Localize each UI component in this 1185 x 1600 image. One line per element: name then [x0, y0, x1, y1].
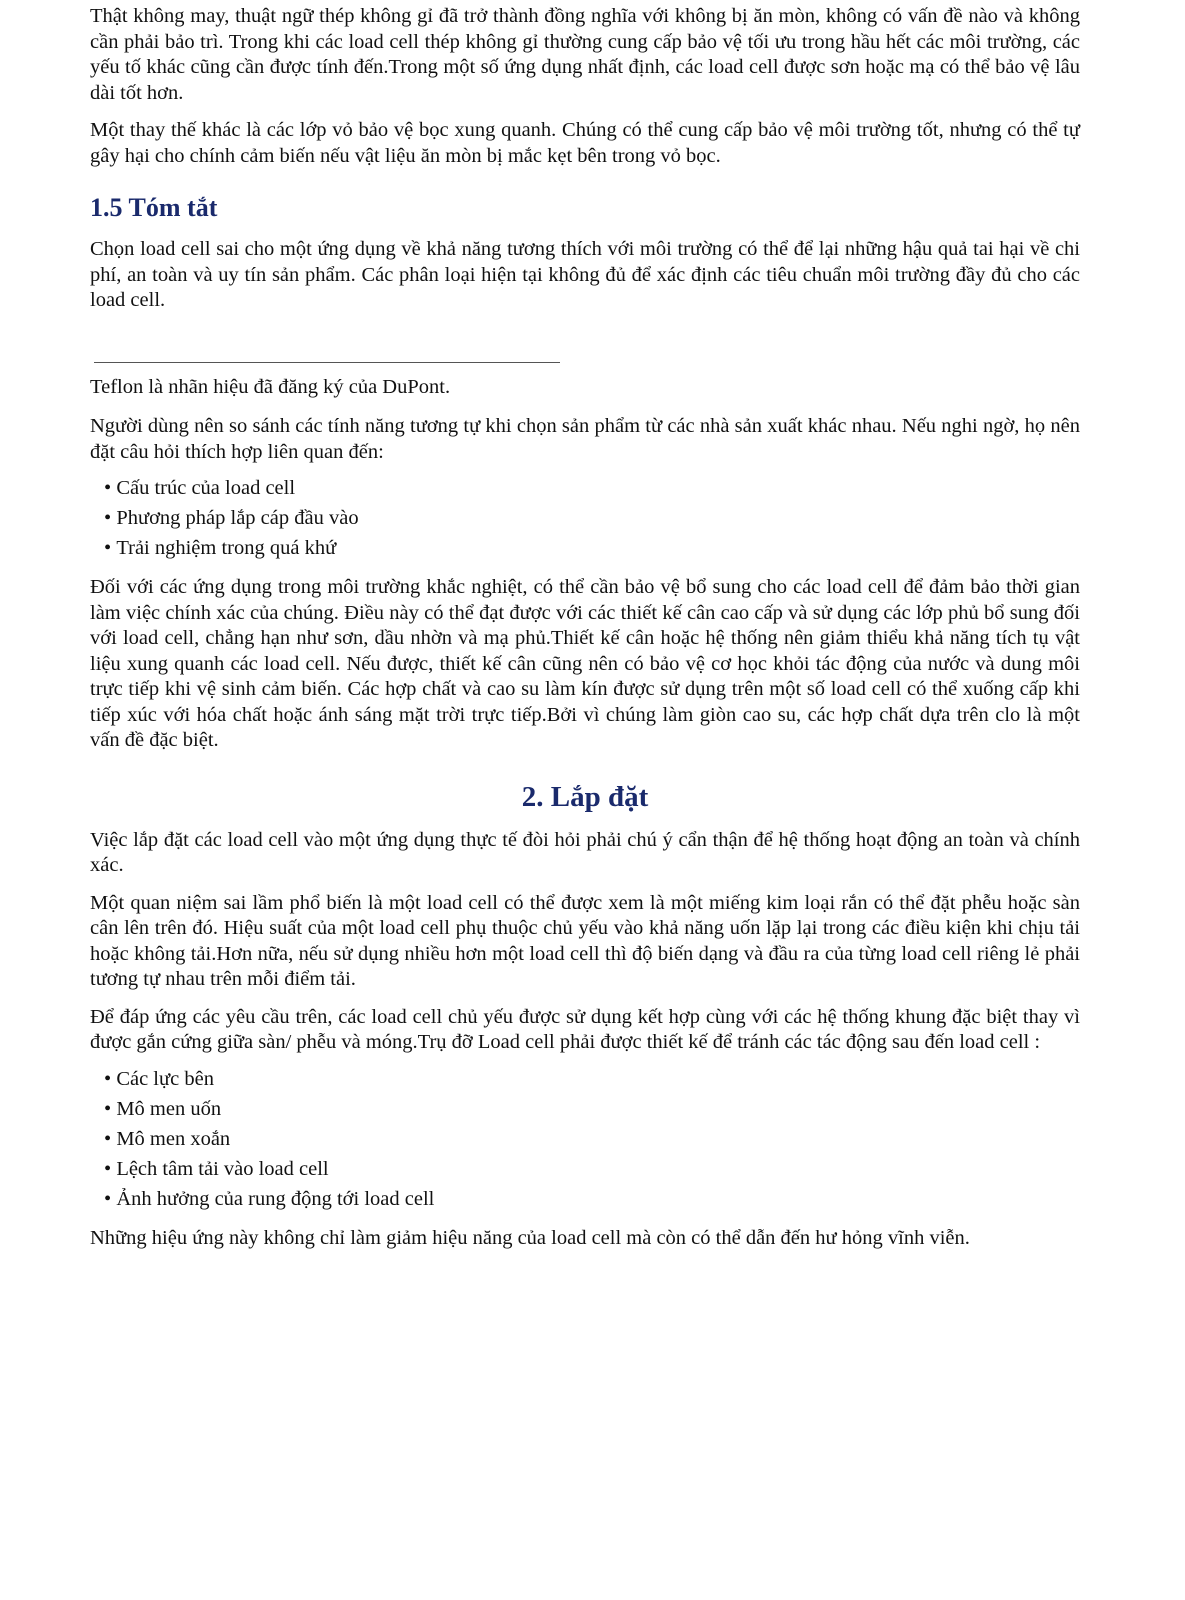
- list-item: • Mô men xoắn: [104, 1124, 1080, 1154]
- list-item: • Mô men uốn: [104, 1094, 1080, 1124]
- footnote-teflon: Teflon là nhãn hiệu đã đăng ký của DuPont.: [90, 375, 451, 398]
- chapter-heading-installation: 2. Lắp đặt: [521, 780, 649, 813]
- question-list: [90, 473, 1080, 563]
- list-item: • Cấu trúc của load cell: [104, 473, 1080, 503]
- paragraph-compare-features: Người dùng nên so sánh các tính năng tương tự khi chọn sản phẩm từ các nhà sản xuất khác nhau. Nếu nghi ngờ, họ nên đặt câu hỏi thích hợp liên quan đến:: [90, 415, 1080, 463]
- section-heading-summary: 1.5 Tóm tắt: [90, 193, 218, 222]
- effects-list: [90, 1064, 1080, 1214]
- document-page: [90, 4, 1080, 1251]
- paragraph-effects-conclusion: Những hiệu ứng này không chỉ làm giảm hiệu năng của load cell mà còn có thể dẫn đến hư hỏng vĩnh viễn.: [90, 1226, 970, 1249]
- list-item: • Trải nghiệm trong quá khứ: [104, 533, 1080, 563]
- paragraph-mounting-frames: Để đáp ứng các yêu cầu trên, các load cell chủ yếu được sử dụng kết hợp cùng với các hệ thống khung đặc biệt thay vì được gắn cứng giữa sàn/ phễu và móng.Trụ đỡ Load cell phải được thiết kế để tránh các tác động sau đến load cell :: [90, 1005, 1080, 1053]
- paragraph-stainless-steel: Thật không may, thuật ngữ thép không gỉ đã trở thành đồng nghĩa với không bị ăn mòn, không có vấn đề nào và không cần phải bảo trì. Trong khi các load cell thép không gỉ thường cung cấp bảo vệ tối ưu trong hầu hết các môi trường, các yếu tố khác cũng cần được tính đến.Trong một số ứng dụng nhất định, các load cell được sơn hoặc mạ có thể bảo vệ lâu dài tốt hơn.: [90, 5, 1080, 104]
- paragraph-installation-intro: Việc lắp đặt các load cell vào một ứng dụng thực tế đòi hỏi phải chú ý cẩn thận để hệ thống hoạt động an toàn và chính xác.: [90, 828, 1080, 876]
- paragraph-protective-housing: Một thay thế khác là các lớp vỏ bảo vệ bọc xung quanh. Chúng có thể cung cấp bảo vệ môi trường tốt, nhưng có thể tự gây hại cho chính cảm biến nếu vật liệu ăn mòn bị mắc kẹt bên trong vỏ bọc.: [90, 119, 1080, 167]
- list-item: • Ảnh hưởng của rung động tới load cell: [104, 1184, 1080, 1214]
- paragraph-harsh-environments: Đối với các ứng dụng trong môi trường khắc nghiệt, có thể cần bảo vệ bổ sung cho các load cell để đảm bảo thời gian làm việc chính xác của chúng. Điều này có thể đạt được với các thiết kế cân cao cấp và sử dụng các lớp phủ bổ sung đối với load cell, chẳng hạn như sơn, dầu nhờn và mạ phủ.Thiết kế cân hoặc hệ thống nên giảm thiểu khả năng tích tụ vật liệu xung quanh các load cell. Nếu được, thiết kế cân cũng nên có bảo vệ cơ học khỏi tác động của nước và dung môi trực tiếp khi vệ sinh cảm biến. Các hợp chất và cao su làm kín được sử dụng trên một số load cell có thể xuống cấp khi tiếp xúc với hóa chất hoặc ánh sáng mặt trời trực tiếp.Bởi vì chúng làm giòn cao su, các hợp chất dựa trên clo là một vấn đề đặc biệt.: [90, 576, 1080, 751]
- list-item: • Lệch tâm tải vào load cell: [104, 1154, 1080, 1184]
- list-item: • Các lực bên: [104, 1064, 1080, 1094]
- paragraph-misconception: Một quan niệm sai lầm phổ biến là một load cell có thể được xem là một miếng kim loại rắn có thể đặt phễu hoặc sàn cân lên trên đó. Hiệu suất của một load cell phụ thuộc chủ yếu vào khả năng uốn lặp lại trong các điều kiện khi chịu tải hoặc không tải.Hơn nữa, nếu sử dụng nhiều hơn một load cell thì độ biến dạng và đầu ra của từng load cell riêng lẻ phải tương tự nhau trên mỗi điểm tải.: [90, 891, 1080, 990]
- paragraph-summary: Chọn load cell sai cho một ứng dụng về khả năng tương thích với môi trường có thể để lại những hậu quả tai hại về chi phí, an toàn và uy tín sản phẩm. Các phân loại hiện tại không đủ để xác định các tiêu chuẩn môi trường đầy đủ cho các load cell.: [90, 238, 1080, 311]
- list-item: • Phương pháp lắp cáp đầu vào: [104, 503, 1080, 533]
- footnote-divider: [94, 362, 560, 363]
